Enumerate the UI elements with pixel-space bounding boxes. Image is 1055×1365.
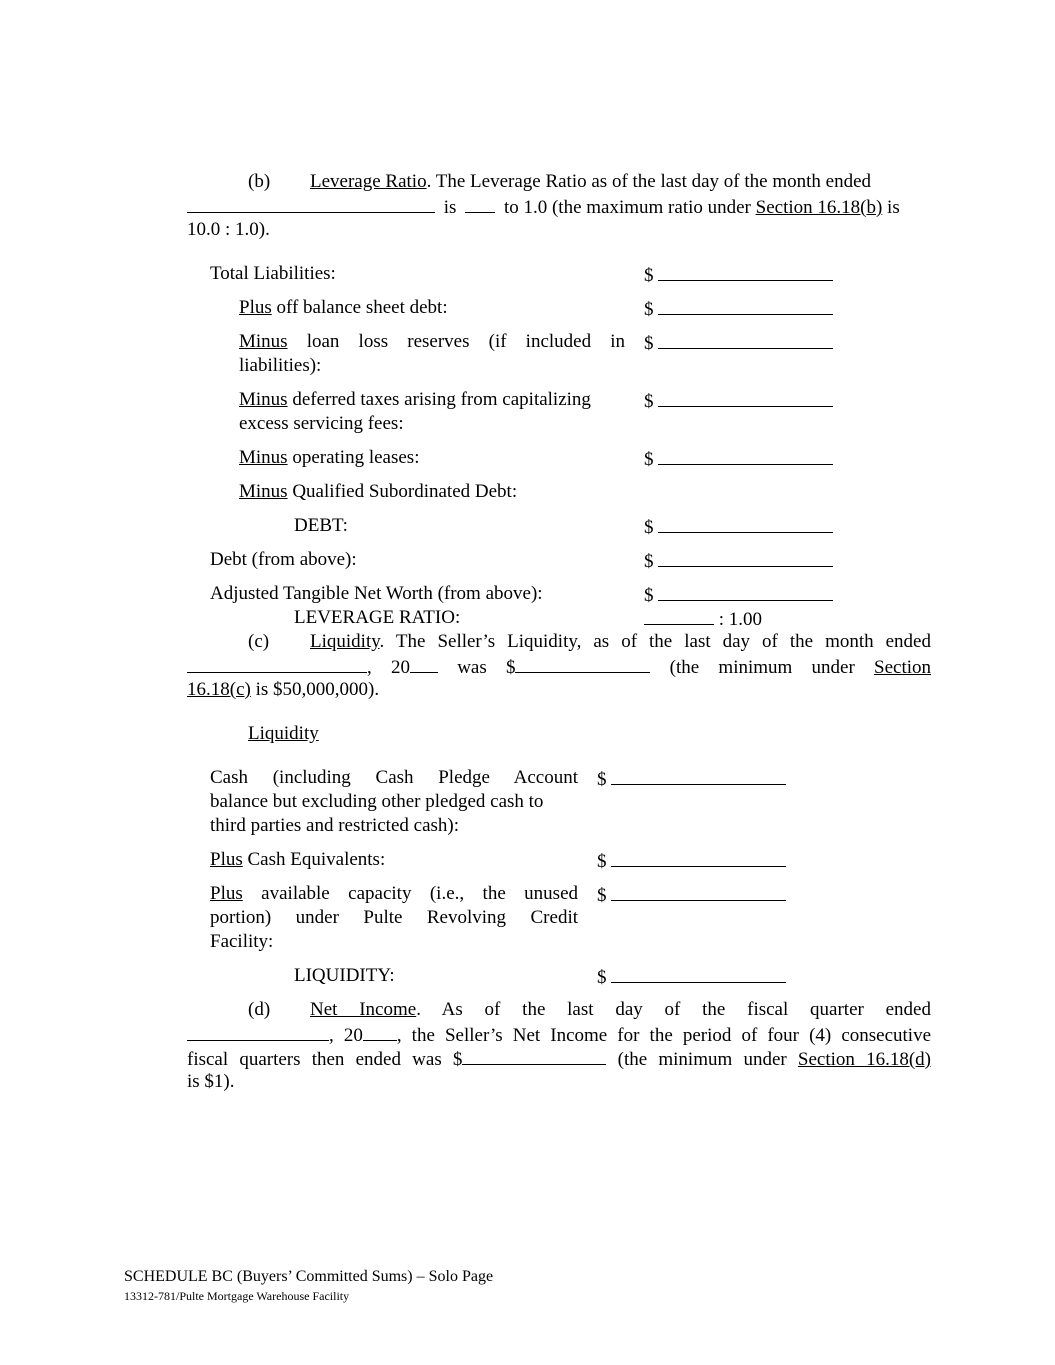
dollar-sign: $ <box>597 769 607 790</box>
dollar-sign: $ <box>597 885 607 906</box>
qualified-sub-debt-label <box>239 480 517 504</box>
section-d-line4: is $1). <box>187 1071 235 1092</box>
liquidity-total-field <box>597 964 786 990</box>
dollar-sign: $ <box>644 517 654 538</box>
liquidity-month-blank[interactable] <box>187 654 367 673</box>
leverage-ratio-field <box>644 606 762 632</box>
deferred-label-b: excess servicing fees: <box>239 413 404 434</box>
debt-label: DEBT: <box>294 515 348 536</box>
plus-word: Plus <box>239 297 272 318</box>
operating-leases-text: operating leases: <box>292 447 420 468</box>
deferred-text-a: deferred taxes arising from capitalizing <box>292 389 591 410</box>
loan-loss-text-a: loan loss reserves (if included in <box>306 331 626 352</box>
dollar-sign: $ <box>644 265 654 286</box>
operating-leases-blank[interactable] <box>658 446 833 465</box>
plus-word: Plus <box>210 883 243 904</box>
dollar-sign: $ <box>644 585 654 606</box>
dollar-sign: $ <box>644 449 654 470</box>
adjusted-tnw-field <box>644 582 833 608</box>
avail-text-a: available capacity (i.e., the unused <box>261 883 579 904</box>
cash-blank[interactable] <box>611 766 786 785</box>
deferred-label-a <box>239 388 591 412</box>
quarter-year-blank[interactable] <box>363 1022 397 1041</box>
debt-blank[interactable] <box>658 514 833 533</box>
avail-blank[interactable] <box>611 882 786 901</box>
line2-end: is <box>887 197 900 218</box>
cash-equiv-text: Cash Equivalents: <box>247 849 386 870</box>
loan-loss-label-b: liabilities): <box>239 355 322 376</box>
off-balance-label <box>239 296 448 320</box>
cash-equiv-blank[interactable] <box>611 848 786 867</box>
section-b-line1 <box>310 170 871 194</box>
minus-word: Minus <box>239 481 288 502</box>
dollar-sign: $ <box>597 851 607 872</box>
minus-word: Minus <box>239 447 288 468</box>
section-b-line1-text: . The Leverage Ratio as of the last day of the month ended <box>426 171 872 192</box>
leverage-ratio-blank[interactable] <box>644 606 714 625</box>
dollar-sign: $ <box>644 299 654 320</box>
section-d-line1-text: . As of the last day of the fiscal quarter ended <box>416 999 931 1020</box>
section-d-heading: Net Income <box>310 999 417 1020</box>
section-b-line2 <box>187 194 931 220</box>
is-word: is <box>443 197 457 218</box>
loan-loss-field <box>644 330 833 356</box>
footer-doc-id: 13312-781/Pulte Mortgage Warehouse Facility <box>124 1289 350 1303</box>
liquidity-total-label: LIQUIDITY: <box>294 965 395 986</box>
section-ref-16-18-b: Section 16.18(b) <box>755 197 883 218</box>
minus-word: Minus <box>239 331 288 352</box>
twenty-prefix: , 20 <box>329 1025 363 1046</box>
operating-leases-label <box>239 446 419 470</box>
section-word: Section <box>874 657 932 678</box>
net-income-blank[interactable] <box>462 1046 606 1065</box>
liquidity-subheading: Liquidity <box>248 723 319 744</box>
section-c-line3-end: is $50,000,000). <box>255 679 380 700</box>
minimum-under: (the minimum under <box>669 657 855 678</box>
off-balance-field <box>644 296 833 322</box>
cash-label-c: third parties and restricted cash): <box>210 815 460 836</box>
debt-from-above-blank[interactable] <box>658 548 833 567</box>
total-liabilities-blank[interactable] <box>658 262 833 281</box>
section-c-line3 <box>187 678 379 702</box>
deferred-field <box>644 388 833 414</box>
section-c-heading: Liquidity <box>310 631 380 652</box>
was-dollar: was $ <box>457 657 516 678</box>
dollar-sign: $ <box>644 391 654 412</box>
section-d-line3-text: fiscal quarters then ended was $ <box>187 1049 463 1070</box>
off-balance-text: off balance sheet debt: <box>276 297 448 318</box>
avail-label-a <box>210 882 578 906</box>
cash-field <box>597 766 786 792</box>
adjusted-tnw-blank[interactable] <box>658 582 833 601</box>
avail-label-b: portion) under Pulte Revolving Credit <box>210 907 578 928</box>
cash-equiv-field <box>597 848 786 874</box>
avail-field <box>597 882 786 908</box>
dollar-sign: $ <box>597 967 607 988</box>
section-d-line2-text: , the Seller’s Net Income for the period of four (4) consecutive <box>396 1025 932 1046</box>
section-b-heading: Leverage Ratio <box>310 171 427 192</box>
section-c-marker: (c) <box>248 631 270 652</box>
debt-from-above-label: Debt (from above): <box>210 549 357 570</box>
section-ref-16-18-d: Section 16.18(d) <box>797 1049 932 1070</box>
leverage-ratio-label: LEVERAGE RATIO: <box>294 607 461 628</box>
cash-label-a: Cash (including Cash Pledge Account <box>210 767 578 788</box>
section-b-marker: (b) <box>248 171 271 192</box>
qualified-sub-debt-text: Qualified Subordinated Debt: <box>292 481 518 502</box>
section-c-line2 <box>187 654 931 680</box>
section-d-line2 <box>187 1022 931 1048</box>
off-balance-blank[interactable] <box>658 296 833 315</box>
deferred-blank[interactable] <box>658 388 833 407</box>
debt-from-above-field <box>644 548 833 574</box>
liquidity-total-blank[interactable] <box>611 964 786 983</box>
month-blank[interactable] <box>187 194 435 213</box>
section-ref-16-18-c: 16.18(c) <box>187 679 251 700</box>
plus-word: Plus <box>210 849 243 870</box>
dollar-sign: $ <box>644 333 654 354</box>
section-d-line1 <box>310 998 931 1022</box>
liquidity-amount-blank[interactable] <box>515 654 650 673</box>
quarter-blank[interactable] <box>187 1022 329 1041</box>
section-d-marker: (d) <box>248 999 271 1020</box>
operating-leases-field <box>644 446 833 472</box>
section-c-line1 <box>310 630 931 654</box>
avail-label-c: Facility: <box>210 931 274 952</box>
loan-loss-blank[interactable] <box>658 330 833 349</box>
twenty-prefix: , 20 <box>367 657 410 678</box>
loan-loss-label-a <box>239 330 625 354</box>
section-b-line3: 10.0 : 1.0). <box>187 219 270 240</box>
section-d-line3 <box>187 1046 931 1072</box>
dollar-sign: $ <box>644 551 654 572</box>
cash-equiv-label <box>210 848 385 872</box>
minus-word: Minus <box>239 389 288 410</box>
section-c-line1-text: . The Seller’s Liquidity, as of the last day of the month ended <box>379 631 931 652</box>
debt-field <box>644 514 833 540</box>
ratio-blank[interactable] <box>465 194 495 213</box>
liquidity-year-blank[interactable] <box>410 654 438 673</box>
total-liabilities-label: Total Liabilities: <box>210 263 336 284</box>
total-liabilities-field <box>644 262 833 288</box>
ratio-suffix: : 1.00 <box>718 609 763 630</box>
line2-mid: to 1.0 (the maximum ratio under <box>503 197 751 218</box>
cash-label-b: balance but excluding other pledged cash to <box>210 791 544 812</box>
footer-title: SCHEDULE BC (Buyers’ Committed Sums) – Solo Page <box>124 1268 494 1285</box>
minimum-under: (the minimum under <box>617 1049 787 1070</box>
adjusted-tnw-label: Adjusted Tangible Net Worth (from above): <box>210 583 543 604</box>
